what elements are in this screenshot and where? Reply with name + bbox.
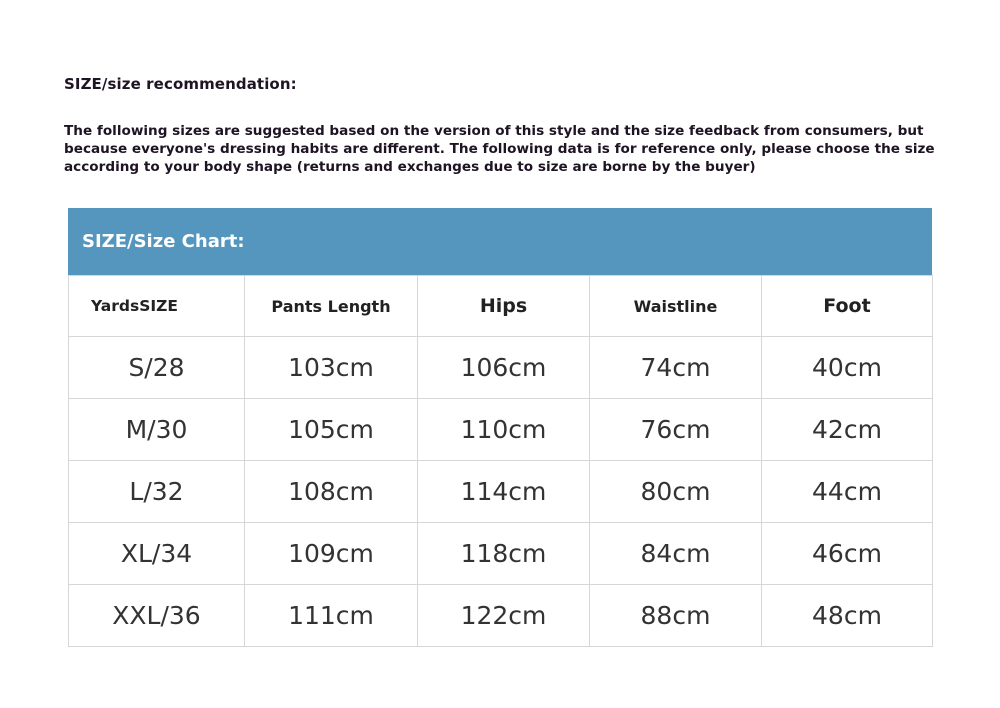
pants-length-cell: 108cm <box>245 461 418 523</box>
waistline-cell: 88cm <box>590 585 762 647</box>
intro-line: The following sizes are suggested based on the version of this style and the size feedback from consumers, but <box>64 123 924 139</box>
column-header-hips: Hips <box>418 276 590 337</box>
foot-cell: 42cm <box>762 399 933 461</box>
size-cell: M/30 <box>69 399 245 461</box>
pants-length-cell: 103cm <box>245 337 418 399</box>
foot-cell: 40cm <box>762 337 933 399</box>
pants-length-cell: 111cm <box>245 585 418 647</box>
waistline-cell: 76cm <box>590 399 762 461</box>
table-header-row <box>69 276 933 337</box>
table-row <box>69 523 933 585</box>
intro-line: because everyone's dressing habits are different. The following data is for reference only, please choose the size <box>64 141 935 157</box>
size-table <box>68 275 933 647</box>
size-chart <box>68 208 932 647</box>
waistline-cell: 80cm <box>590 461 762 523</box>
hips-cell: 114cm <box>418 461 590 523</box>
column-header-size: YardsSIZE <box>69 276 245 337</box>
table-row <box>69 461 933 523</box>
intro-paragraph <box>64 122 935 176</box>
column-header-waistline: Waistline <box>590 276 762 337</box>
table-row <box>69 399 933 461</box>
intro-line: according to your body shape (returns and exchanges due to size are borne by the buyer) <box>64 159 756 175</box>
size-cell: L/32 <box>69 461 245 523</box>
size-cell: XXL/36 <box>69 585 245 647</box>
pants-length-cell: 105cm <box>245 399 418 461</box>
size-cell: XL/34 <box>69 523 245 585</box>
foot-cell: 46cm <box>762 523 933 585</box>
size-cell: S/28 <box>69 337 245 399</box>
foot-cell: 44cm <box>762 461 933 523</box>
hips-cell: 118cm <box>418 523 590 585</box>
table-row <box>69 337 933 399</box>
size-chart-title: SIZE/Size Chart: <box>68 208 932 275</box>
waistline-cell: 74cm <box>590 337 762 399</box>
hips-cell: 106cm <box>418 337 590 399</box>
table-row <box>69 585 933 647</box>
column-header-pants-length: Pants Length <box>245 276 418 337</box>
column-header-foot: Foot <box>762 276 933 337</box>
hips-cell: 122cm <box>418 585 590 647</box>
page-title: SIZE/size recommendation: <box>64 75 297 93</box>
pants-length-cell: 109cm <box>245 523 418 585</box>
hips-cell: 110cm <box>418 399 590 461</box>
waistline-cell: 84cm <box>590 523 762 585</box>
foot-cell: 48cm <box>762 585 933 647</box>
